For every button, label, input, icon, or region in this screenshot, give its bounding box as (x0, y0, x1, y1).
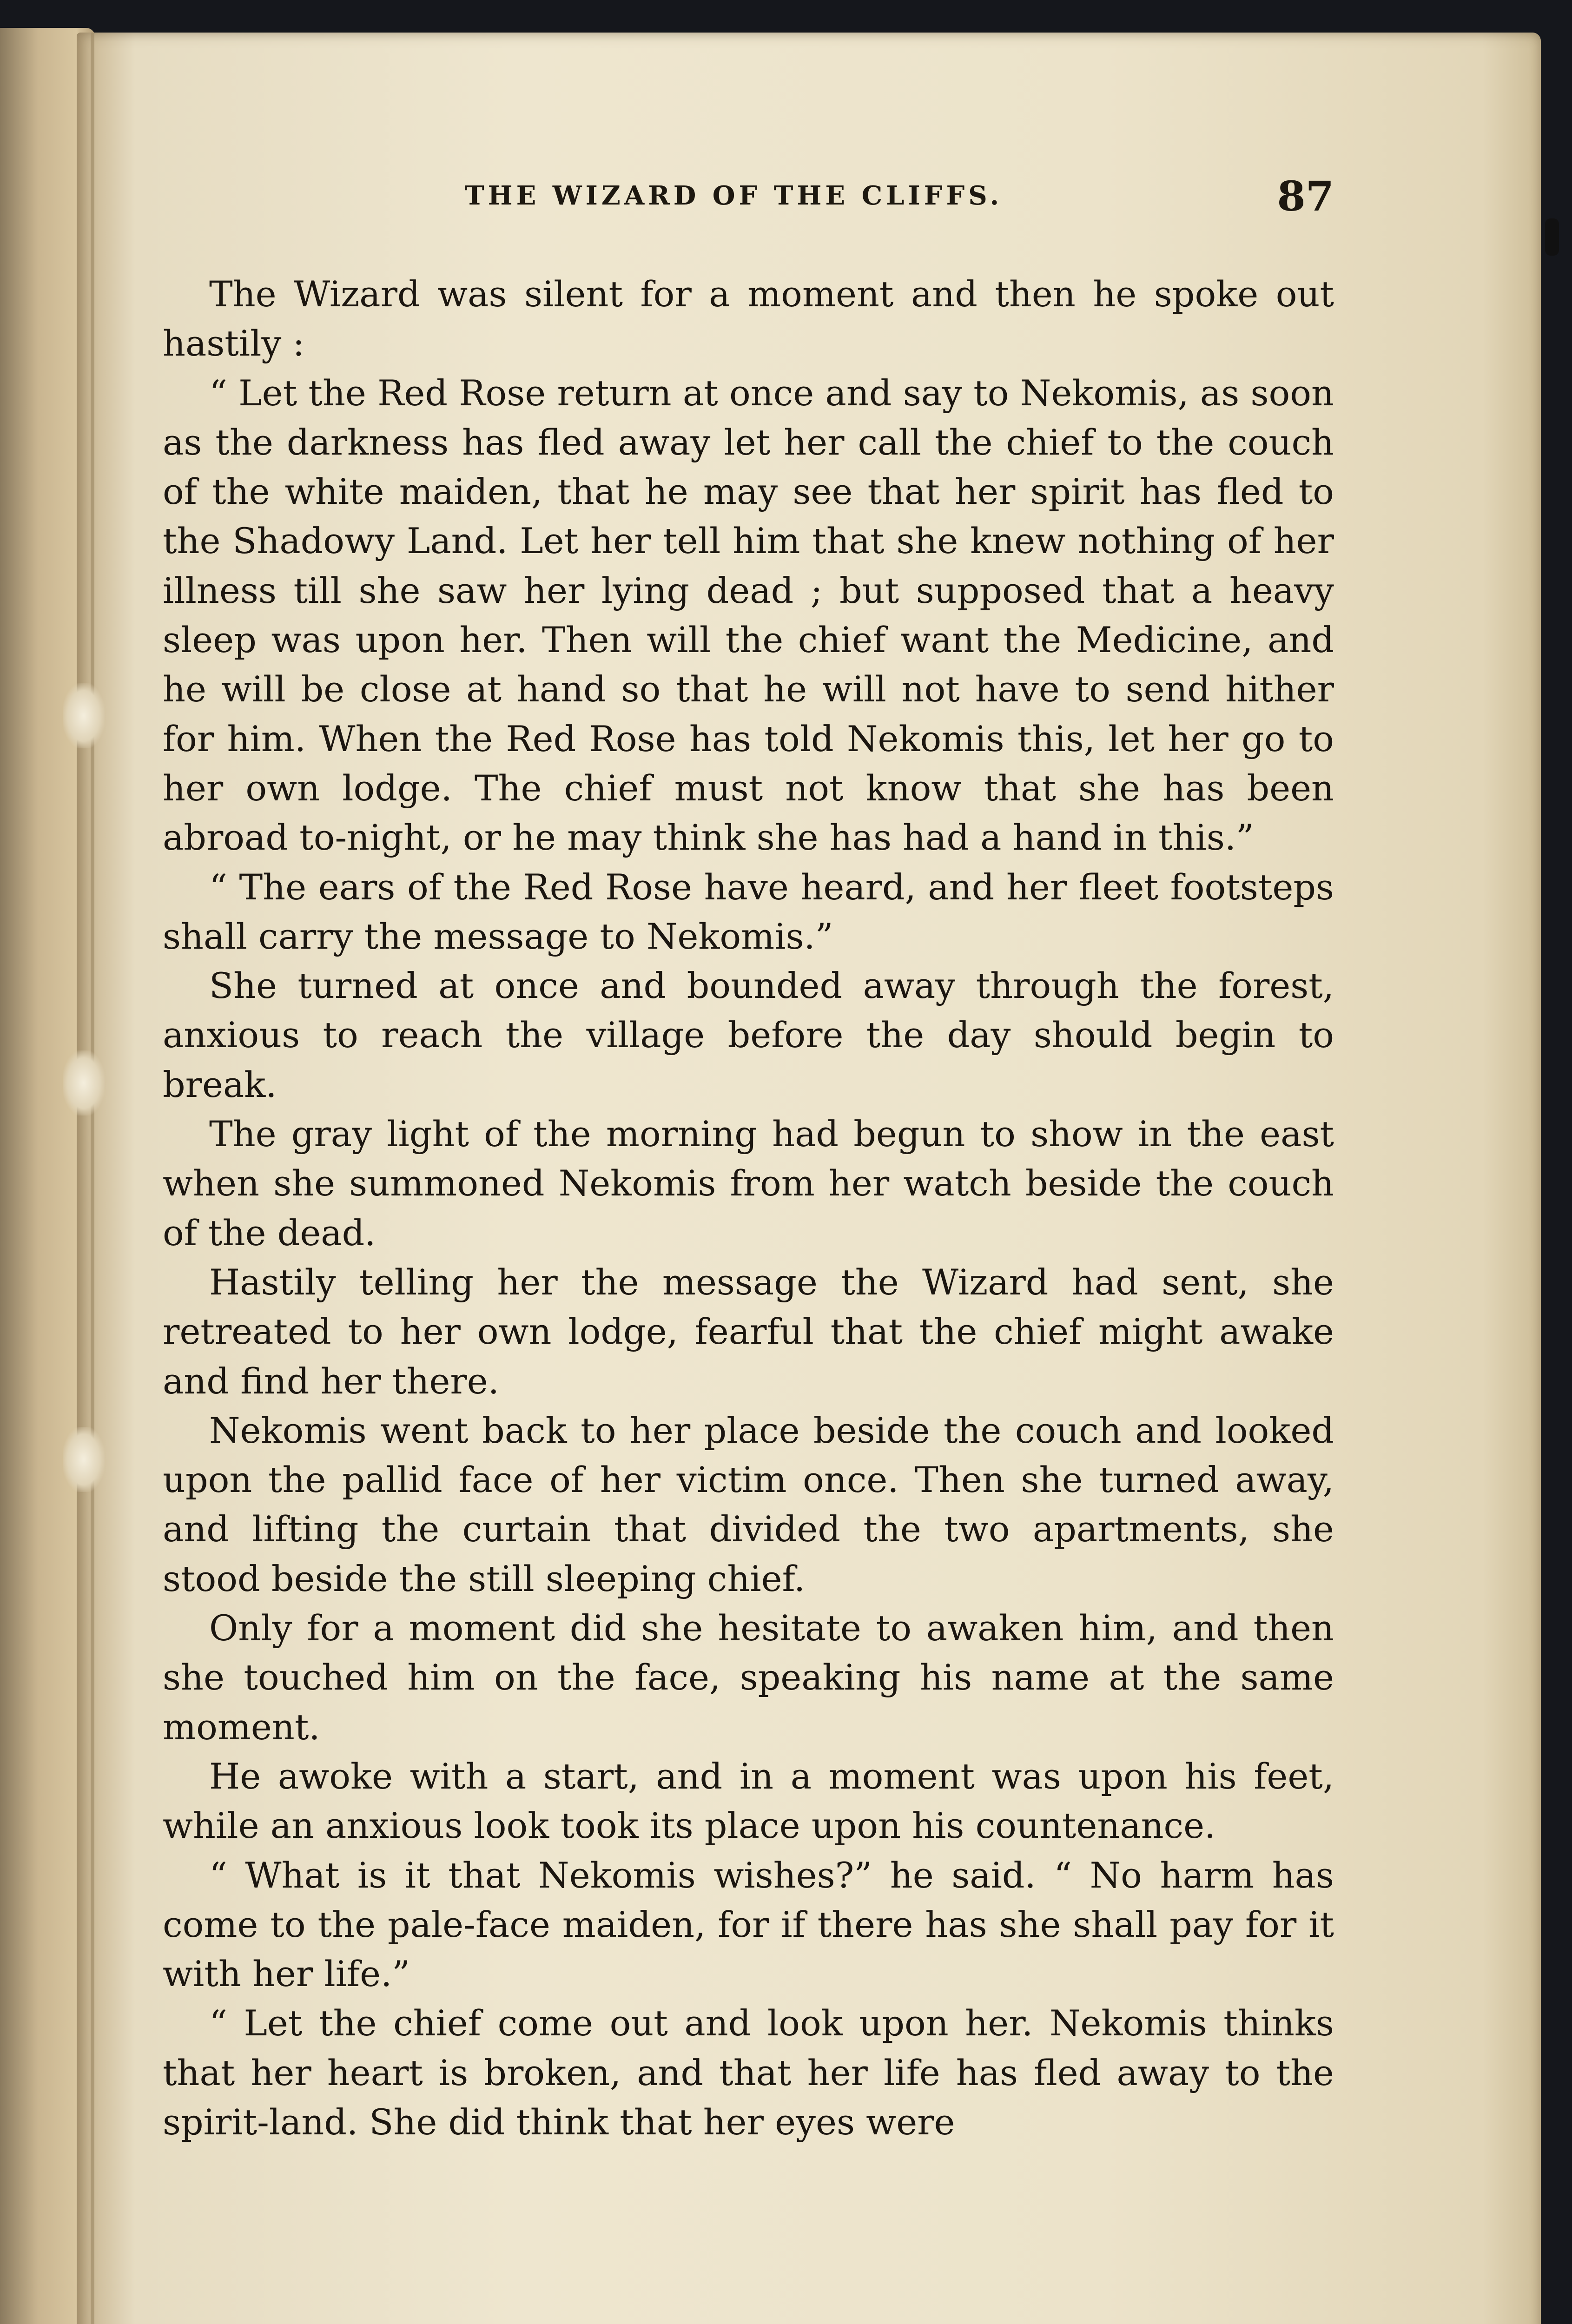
page-header (163, 172, 1334, 223)
running-title: THE WIZARD OF THE CLIFFS. (465, 180, 1003, 211)
paragraph: “ Let the chief come out and look upon her. Nekomis thinks that her heart is broken, and that her life has fled away to the spirit-land. She did think that her eyes were (163, 2002, 1334, 2143)
paragraph: “ The ears of the Red Rose have heard, and her fleet footsteps shall carry the message to Nekomis.” (163, 866, 1334, 957)
paragraph: The Wizard was silent for a moment and then he spoke out hastily : (163, 273, 1334, 364)
page-body (163, 270, 1334, 2147)
paragraph: The gray light of the morning had begun to show in the east when she summoned Nekomis from her watch beside the couch of the dead. (163, 1113, 1334, 1254)
paragraph: “ What is it that Nekomis wishes?” he said. “ No harm has come to the pale-face maiden, for if there has she shall pay for it with her life.” (163, 1854, 1334, 1995)
binding-stitch (63, 1050, 105, 1116)
paragraph: He awoke with a start, and in a moment was upon his feet, while an anxious look took its place upon his countenance. (163, 1755, 1334, 1847)
paragraph: Hastily telling her the message the Wizard had sent, she retreated to her own lodge, fearful that the chief might awake and find her there. (163, 1261, 1334, 1402)
page-edge-mark (1545, 218, 1559, 256)
binding-stitch (63, 683, 105, 748)
paragraph: Only for a moment did she hesitate to awaken him, and then she touched him on the face, speaking his name at the same moment. (163, 1607, 1334, 1748)
page-number: 87 (1277, 172, 1334, 220)
paragraph: Nekomis went back to her place beside the couch and looked upon the pallid face of her victim once. Then she turned away, and lifting the curtain that divided the two apartments, she stood beside the still sleeping chief. (163, 1409, 1334, 1599)
binding-stitch (63, 1427, 105, 1492)
paragraph: “ Let the Red Rose return at once and say to Nekomis, as soon as the darkness has fled away let her call the chief to the couch of the white maiden, that he may see that her spirit has fled to the Shadowy Land. Let her tell him that she knew nothing of her illness till she saw her lying dead ; but supposed that a heavy sleep was upon her. Then will the chief want the Medicine, and he will be close at hand so that he will not have to send hither for him. When the Red Rose has told Nekomis this, let her go to her own lodge. The chief must not know that she has been abroad to-night, or he may think she has had a hand in this.” (163, 372, 1334, 858)
binding-fold (91, 33, 94, 2324)
paragraph: She turned at once and bounded away through the forest, anxious to reach the village before the day should begin to break. (163, 965, 1334, 1105)
